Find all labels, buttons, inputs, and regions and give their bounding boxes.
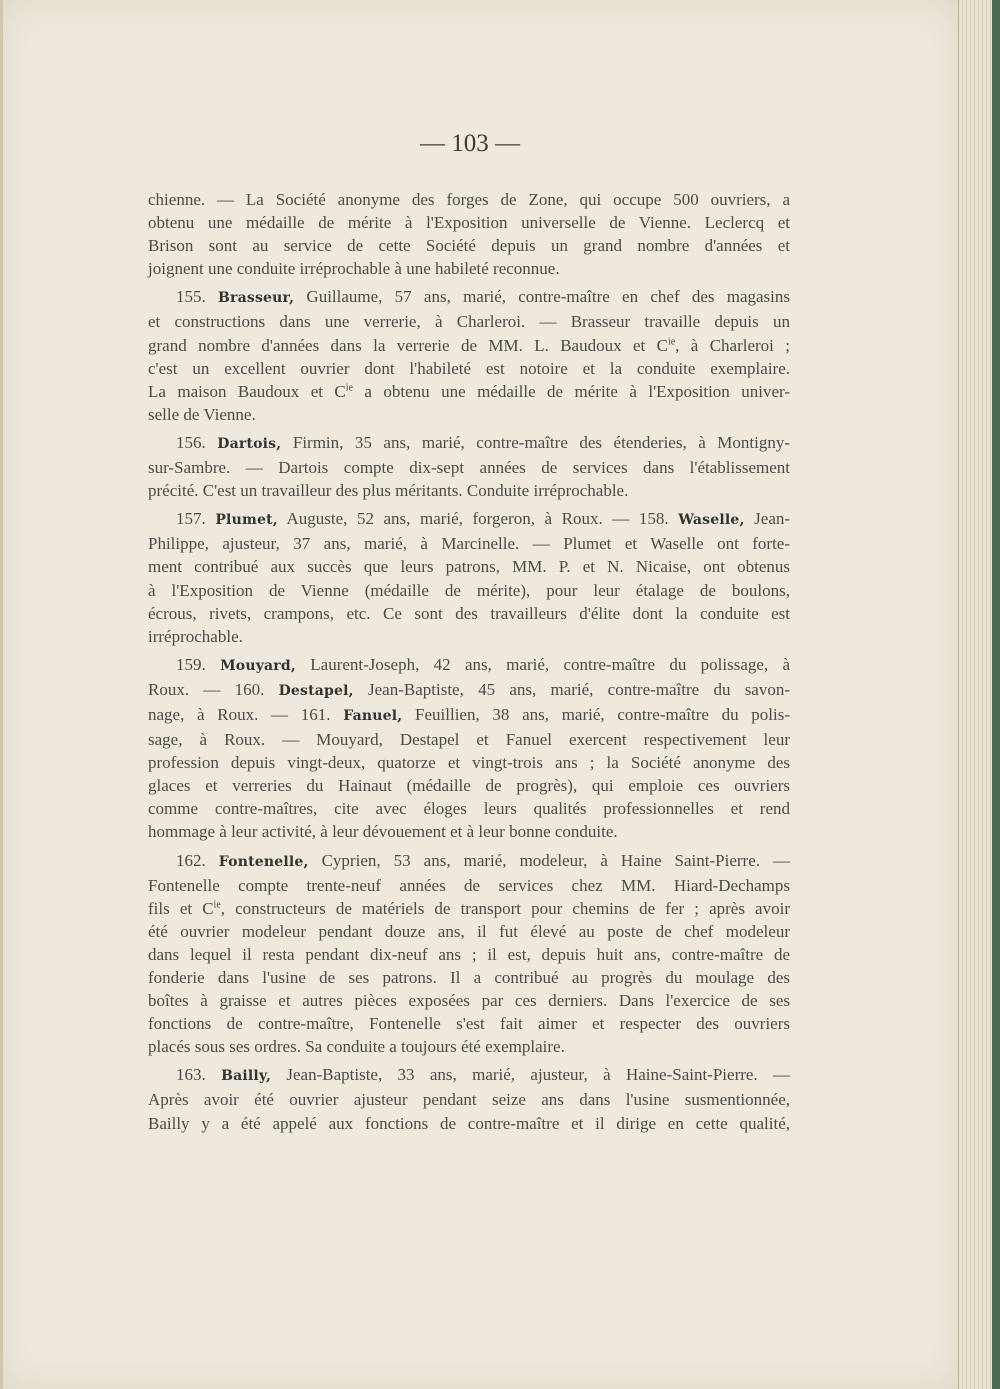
text-span: , à Charleroi ; [675, 335, 790, 355]
text-line [148, 380, 790, 403]
entry-name: Plumet, [215, 512, 278, 529]
text-line: été ouvrier modeleur pendant douze ans, il fut élevé au poste de chef modeleur [148, 921, 790, 941]
text-line: c'est un excellent ouvrier dont l'habileté est notoire et la conduite exemplaire. [148, 358, 790, 378]
entry-name: Mouyard, [220, 657, 296, 674]
text-line: Fontenelle compte trente-neuf années de services chez MM. Hiard-Dechamps [148, 875, 790, 895]
text-line: chienne. — La Société anonyme des forges de Zone, qui occupe 500 ouvriers, a [148, 190, 790, 209]
text-span: , constructeurs de matériels de transport pour chemins de fer ; après avoir [220, 898, 790, 918]
text-span: La maison Baudoux et C [148, 381, 346, 401]
text-line: irréprochable. [148, 626, 243, 646]
entry-name: Fanuel, [343, 707, 403, 724]
text-line: profession depuis vingt-deux, quatorze et vingt-trois ans ; la Société anonyme des [148, 753, 790, 773]
text-line [148, 1063, 790, 1088]
book-cover-edge [992, 0, 1000, 1389]
page-body [148, 188, 790, 1140]
text-span: a obtenu une médaille de mérite à l'Exposition univer- [352, 381, 790, 401]
text-line: sur-Sambre. — Dartois compte dix-sept années de services dans l'établissement [148, 458, 790, 478]
text-span: Jean- [754, 509, 791, 529]
text-line: boîtes à graisse et autres pièces exposées par ces derniers. Dans l'exercice de ses [148, 991, 790, 1011]
entry-number: 155. [176, 287, 206, 307]
text-line [148, 703, 790, 728]
entry-name: Destapel, [278, 682, 354, 699]
text-line [148, 285, 790, 310]
entry-name: Bailly, [221, 1068, 272, 1085]
text-line: fonderie dans l'usine de ses patrons. Il a contribué au progrès du moulage des [148, 968, 790, 987]
entry-number: 162. [176, 850, 206, 870]
superscript: ie [213, 899, 221, 911]
text-line: précité. C'est un travailleur des plus méritants. Conduite irréprochable. [148, 481, 629, 501]
text-line: selle de Vienne. [148, 404, 256, 424]
text-line: glaces et verreries du Hainaut (médaille de progrès), qui emploie ces ouvriers [148, 776, 790, 796]
text-line: Philippe, ajusteur, 37 ans, marié, à Marcinelle. — Plumet et Waselle ont forte- [148, 534, 790, 554]
entry-number: 156. [176, 432, 206, 452]
text-span: grand nombre d'années dans la verrerie de MM. L. Baudoux et C [148, 335, 668, 355]
entry-number: 163. [176, 1065, 206, 1085]
entry-name: Brasseur, [218, 290, 295, 307]
text-line [148, 849, 790, 874]
entry-name: Dartois, [217, 435, 282, 452]
text-line: dans lequel il resta pendant dix-neuf ans ; il est, depuis huit ans, contre-maître de [148, 944, 790, 964]
text-line [148, 653, 790, 678]
text-span: Auguste, 52 ans, marié, forgeron, à Roux. — 158. [286, 509, 669, 529]
text-line: Bailly y a été appelé aux fonctions de contre-maître et il dirige en cette qualité, [148, 1113, 790, 1133]
text-line [148, 678, 790, 703]
entry-162 [148, 849, 790, 1059]
page-number: — 103 — [420, 130, 520, 157]
superscript: ie [667, 335, 676, 347]
text-span: fils et C [148, 898, 214, 918]
entry-163 [148, 1063, 790, 1134]
text-line: écrous, rivets, crampons, etc. Ce sont des travailleurs d'élite dont la conduite est [148, 603, 790, 623]
page-left-edge [0, 0, 3, 1389]
text-line: et constructions dans une verrerie, à Charleroi. — Brasseur travaille depuis un [148, 312, 790, 332]
text-line: sage, à Roux. — Mouyard, Destapel et Fanuel exercent respectivement leur [148, 730, 790, 750]
text-line [148, 507, 790, 532]
text-line: hommage à leur activité, à leur dévouement et à leur bonne conduite. [148, 822, 618, 842]
text-line: comme contre-maîtres, cite avec éloges leurs qualités professionnelles et rend [148, 799, 790, 819]
text-span: Guillaume, 57 ans, marié, contre-maître en chef des magasins [306, 287, 791, 307]
text-line: fonctions de contre-maître, Fontenelle s'est fait aimer et respecter des ouvriers [148, 1014, 790, 1034]
entry-number: 157. [176, 509, 206, 529]
text-span: nage, à Roux. — 161. [148, 704, 331, 724]
text-line [148, 334, 790, 357]
superscript: ie [345, 382, 353, 394]
text-line [148, 431, 790, 456]
entry-157-158 [148, 507, 790, 648]
text-line: à l'Exposition de Vienne (médaille de mérite), pour leur étalage de boulons, [148, 580, 790, 600]
text-line: obtenu une médaille de mérite à l'Exposition universelle de Vienne. Leclercq et [148, 213, 790, 233]
text-span: Laurent-Joseph, 42 ans, marié, contre-maître du polissage, à [310, 654, 791, 674]
entry-number: 159. [176, 654, 206, 674]
entry-156 [148, 431, 790, 502]
text-line: Brison sont au service de cette Société depuis un grand nombre d'années et [148, 236, 790, 256]
entry-name: Waselle, [678, 512, 745, 529]
text-line: placés sous ses ordres. Sa conduite a toujours été exemplaire. [148, 1037, 565, 1057]
text-line [148, 897, 790, 920]
text-line: joignent une conduite irréprochable à une habileté reconnue. [148, 259, 560, 279]
text-span: Roux. — 160. [148, 679, 265, 699]
text-span: Feuillien, 38 ans, marié, contre-maître du polis- [415, 704, 791, 724]
text-span: Firmin, 35 ans, marié, contre-maître des étenderies, à Montigny- [292, 432, 790, 452]
text-line: Après avoir été ouvrier ajusteur pendant seize ans dans l'usine susmentionnée, [148, 1090, 790, 1110]
entry-155 [148, 285, 790, 426]
text-span: Cyprien, 53 ans, marié, modeleur, à Haine Saint-Pierre. — [321, 850, 791, 870]
entry-159-161 [148, 653, 790, 844]
entry-name: Fontenelle, [218, 853, 309, 870]
text-span: Jean-Baptiste, 33 ans, marié, ajusteur, à Haine-Saint-Pierre. — [286, 1065, 791, 1085]
text-line: ment contribué aux succès que leurs patrons, MM. P. et N. Nicaise, ont obtenus [148, 557, 790, 577]
text-span: Jean-Baptiste, 45 ans, marié, contre-maître du savon- [368, 679, 791, 699]
paragraph-continuation [148, 188, 790, 280]
